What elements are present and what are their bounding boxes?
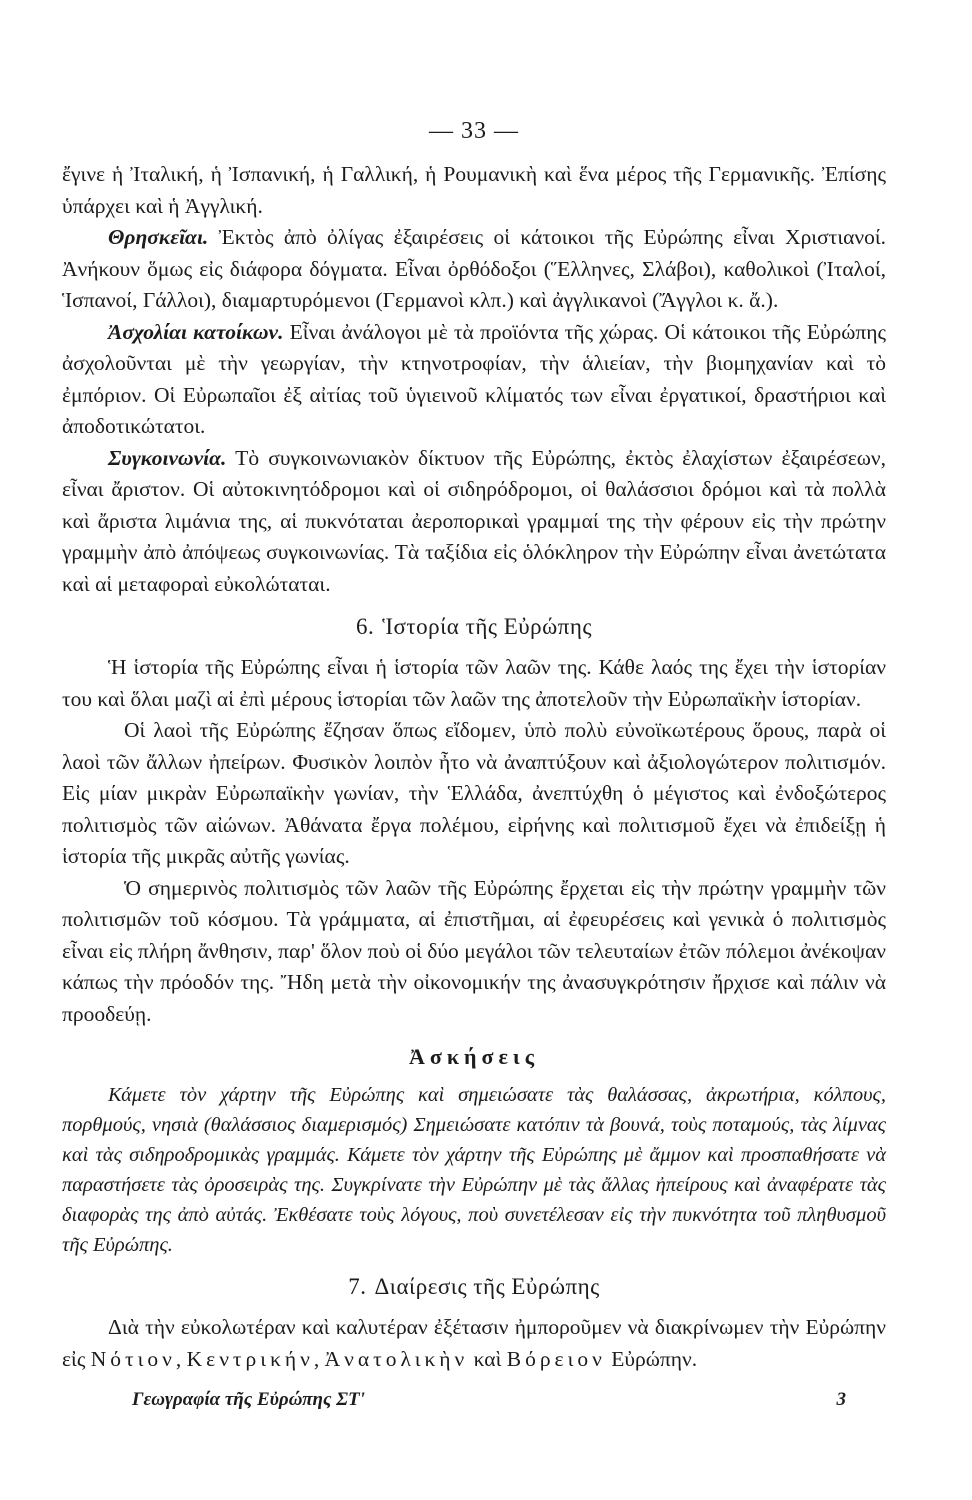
history-paragraph-1: Ἡ ἱστορία τῆς Εὐρώπης εἶναι ἡ ἱστορία τῶν λαῶν της. Κάθε λαός της ἔχει τὴν ἱστορίαν του καὶ ὅλαι μαζὶ αἱ ἐπὶ μέρους ἱστορίαι τῶν λαῶν της ἀποτελοῦν τὴν Εὐρωπαϊκὴν ἱστορίαν.	[62, 655, 886, 711]
section-7-number: 7.	[348, 1274, 367, 1299]
division-sep-1: ,	[175, 1346, 187, 1371]
occupations-text: Εἶναι ἀνάλογοι μὲ τὰ προϊόντα τῆς χώρας. Οἱ κάτοικοι τῆς Εὐρώπης ἀσχολοῦνται μὲ τὴν γεωργίαν, τὴν κτηνοτροφίαν, τὴν ἁλιείαν, τὴν βιομηχανίαν καὶ τὸ ἐμπόριον. Οἱ Εὐρωπαῖοι ἐξ αἰτίας τοῦ ὑγιεινοῦ κλίματός των εἶναι ἐργατικοί, δραστήριοι καὶ ἀποδοτικώτατοι.	[62, 319, 887, 438]
page-number: — 33 —	[429, 118, 519, 144]
exercises-heading: Ἀσκήσεις	[408, 1044, 540, 1069]
division-sep-3: καὶ	[468, 1346, 507, 1371]
section-7-heading	[62, 1274, 886, 1300]
religions-paragraph	[62, 222, 886, 317]
section-6-number: 6.	[355, 614, 375, 639]
religions-text: Ἐκτὸς ἀπὸ ὀλίγας ἐξαιρέσεις οἱ κάτοικοι τῆς Εὐρώπης εἶναι Χριστιανοί. Ἀνήκουν ὅμως εἰς διάφορα δόγματα. Εἶναι ὀρθόδοξοι (Ἕλληνες, Σλάβοι), καθολικοὶ (Ἰταλοί, Ἱσπανοί, Γάλλοι), διαμαρτυρόμενοι (Γερμανοὶ κλπ.) καὶ ἀγγλικανοὶ (Ἄγγλοι κ. ἄ.).	[62, 225, 886, 312]
division-south: Νότιον	[90, 1346, 176, 1371]
division-sep-2: ,	[313, 1346, 325, 1371]
religions-heading: Θρησκεῖαι.	[108, 225, 209, 249]
transport-paragraph	[62, 443, 886, 601]
exercises-block	[62, 1080, 886, 1260]
section-6-heading	[62, 614, 886, 640]
page-footer	[62, 1389, 886, 1411]
history-paragraph-2: Οἱ λαοὶ τῆς Εὐρώπης ἔζησαν ὅπως εἴδομεν, ὑπὸ πολὺ εὐνοϊκωτέρους ὅρους, παρὰ οἱ λαοὶ τῶν ἄλλων ἠπείρων. Φυσικὸν λοιπὸν ἦτο νὰ ἀναπτύξουν καὶ ἀξιολογώτερον πολιτισμόν. Εἰς μίαν μικρὰν Εὐρωπαϊκὴν γωνίαν, τὴν Ἑλλάδα, ἀνεπτύχθη ὁ μέγιστος καὶ ἐνδοξώτερος πολιτισμὸς τῶν αἰώνων. Ἀθάνατα ἔργα πολέμου, εἰρήνης καὶ πολιτισμοῦ ἔχει νὰ ἐπιδείξῃ ἡ ἱστορία τῆς μικρᾶς αὐτῆς γωνίας.	[62, 718, 886, 868]
footer-book-title: Γεωγραφία τῆς Εὐρώπης ΣΤ'	[132, 1389, 365, 1410]
occupations-paragraph	[62, 317, 886, 443]
division-east: Ἀνατολικὴν	[324, 1346, 469, 1371]
division-north: Βόρειον	[506, 1346, 606, 1371]
section-6-title: Ἱστορία τῆς Εὐρώπης	[382, 614, 593, 639]
division-central: Κεντρικήν	[186, 1346, 314, 1371]
intro-paragraph: ἔγινε ἡ Ἰταλική, ἡ Ἰσπανική, ἡ Γαλλική, ἡ Ρουμανικὴ καὶ ἕνα μέρος τῆς Γερμανικῆς. Ἐπίσης ὑπάρχει καὶ ἡ Ἀγγλική.	[62, 162, 886, 218]
exercises-text: Κάμετε τὸν χάρτην τῆς Εὐρώπης καὶ σημειώσατε τὰς θαλάσσας, ἀκρωτήρια, κόλπους, πορθμούς, νησιὰ (θαλάσσιος διαμερισμός) Σημειώσατε κατόπιν τὰ βουνά, τοὺς ποταμούς, τὰς λίμνας καὶ τὰς σιδηροδρομικὰς γραμμάς. Κάμετε τὸν χάρτην τῆς Εὐρώπης μὲ ἄμμον καὶ προσπαθήσατε νὰ παραστήσετε τὰς ὀροσειρὰς της. Συγκρίνατε τὴν Εὐρώπην μὲ τὰς ἄλλας ἠπείρους καὶ ἀναφέρατε τὰς διαφορὰς της ἀπὸ αὐτάς. Ἐκθέσατε τοὺς λόγους, ποὺ συνετέλεσαν εἰς τὴν πυκνότητα τοῦ πληθυσμοῦ τῆς Εὐρώπης.	[62, 1084, 886, 1256]
history-paragraph-3: Ὁ σημερινὸς πολιτισμὸς τῶν λαῶν τῆς Εὐρώπης ἔρχεται εἰς τὴν πρώτην γραμμὴν τῶν πολιτισμῶν τοῦ κόσμου. Τὰ γράμματα, αἱ ἐπιστῆμαι, αἱ ἐφευρέσεις καὶ γενικὰ ὁ πολιτισμὸς εἶναι εἰς πλήρη ἄνθησιν, παρ' ὅλον ποὺ οἱ δύο μεγάλοι τῶν τελευταίων ἐτῶν πόλεμοι ἀνέκοψαν κάπως τὴν πρόοδόν της. Ἤδη μετὰ τὴν οἰκονομικήν της ἀνασυγκρότησιν ἤρχισε καὶ πάλιν νὰ προοδεύῃ.	[62, 875, 886, 1026]
section-7-title: Διαίρεσις τῆς Εὐρώπης	[374, 1274, 600, 1299]
transport-heading: Συγκοινωνία.	[108, 445, 227, 470]
footer-signature-mark: 3	[836, 1389, 846, 1410]
division-text-1: Διὰ τὴν εὐκολωτέραν καὶ καλυτέραν ἐξέτασιν ἠμποροῦμεν νὰ διακρίνωμεν τὴν Εὐρώπην εἰς	[62, 1315, 886, 1371]
division-text-end: Εὐρώπην.	[605, 1346, 698, 1371]
transport-text: Τὸ συγκοινωνιακὸν δίκτυον τῆς Εὐρώπης, ἐκτὸς ἐλαχίστων ἐξαιρέσεων, εἶναι ἄριστον. Οἱ αὐτοκινητόδρομοι καὶ οἱ σιδηρόδρομοι, οἱ θαλάσσιοι δρόμοι καὶ τὰ πολλὰ καὶ ἄριστα λιμάνια της, αἱ πυκνόταται ἀεροπορικαὶ γραμμαί της τὴν φέρουν εἰς τὴν πρώτην γραμμὴν ἀπὸ ἀπόψεως συγκοινωνίας. Τὰ ταξίδια εἰς ὁλόκληρον τὴν Εὐρώπην εἶναι ἀνετώτατα καὶ αἱ μεταφοραὶ εὐκολώταται.	[62, 445, 886, 596]
occupations-heading: Ἀσχολίαι κατοίκων.	[108, 319, 284, 344]
division-paragraph	[62, 1312, 886, 1375]
